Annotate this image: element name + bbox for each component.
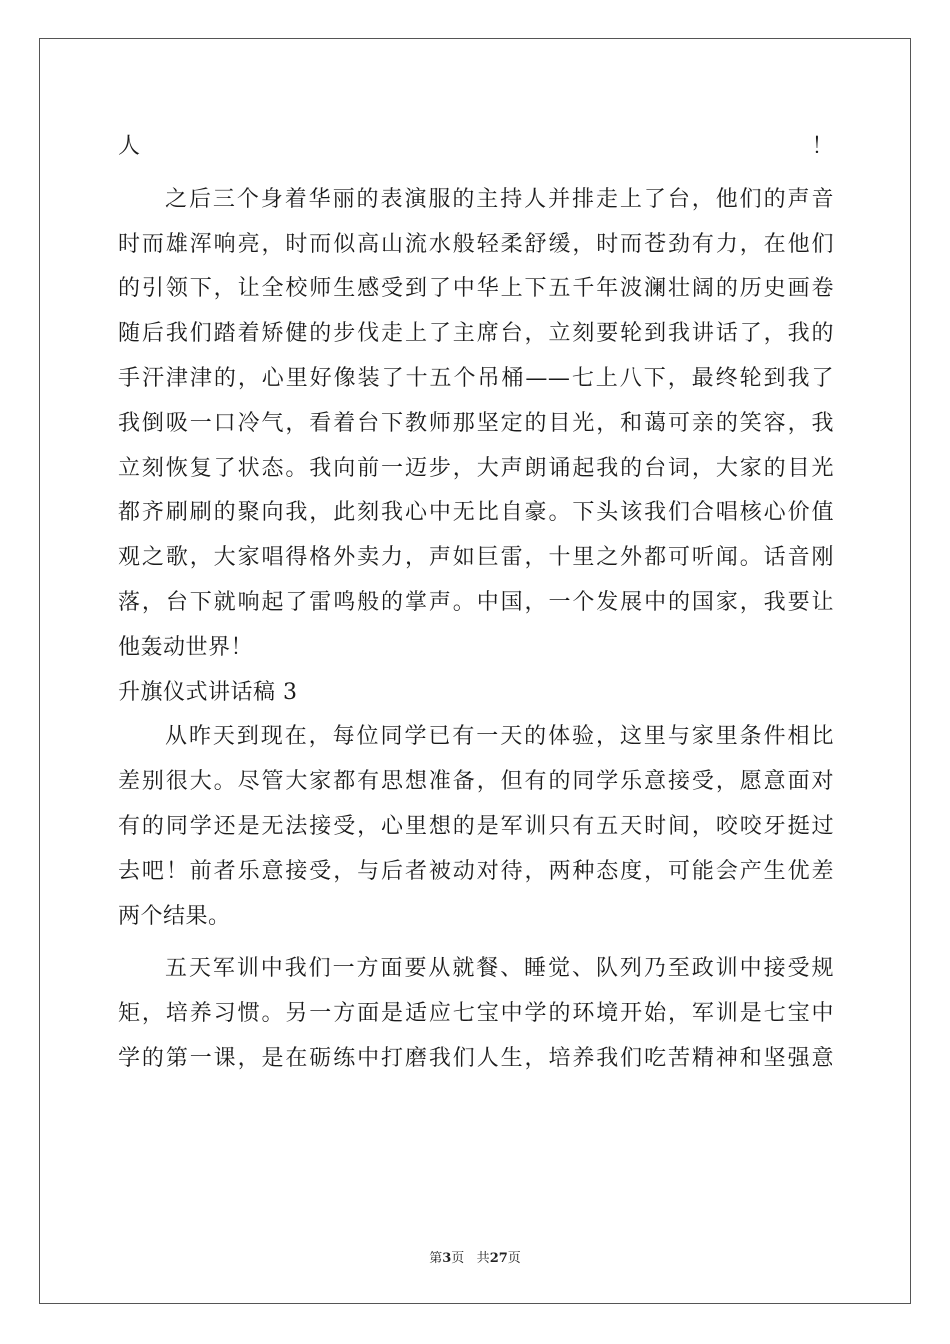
footer-page-word: 页 [451,1251,465,1266]
text-line: 学的第一课，是在砺练中打磨我们人生，培养我们吃苦精神和坚强意 [118,1045,834,1071]
footer-prefix: 第 [429,1251,443,1266]
text-line: 五天军训中我们一方面要从就餐、睡觉、队列乃至政训中接受规 [165,956,834,982]
text-line: 时而雄浑响亮，时而似高山流水般轻柔舒缓，时而苍劲有力，在他们 [118,231,834,257]
text-line: 之后三个身着华丽的表演服的主持人并排走上了台，他们的声音 [165,186,834,212]
text-line: 人！ [118,134,834,159]
footer-total-suffix: 页 [507,1251,521,1266]
document-body [118,125,834,1082]
text-line: 的引领下，让全校师生感受到了中华上下五千年波澜壮阔的历史画卷 [118,276,834,302]
text-line: 他轰动世界！ [118,634,254,660]
text-line: 两个结果。 [118,903,231,929]
text-line: 随后我们踏着矫健的步伐走上了主席台，立刻要轮到我讲话了，我的 [118,321,834,347]
footer-total-prefix: 共 [476,1251,490,1266]
text-line: 我倒吸一口冷气，看着台下教师那坚定的目光，和蔼可亲的笑容，我 [118,410,834,436]
current-page-number: 3 [442,1251,452,1266]
text-line: 从昨天到现在，每位同学已有一天的体验，这里与家里条件相比 [165,724,834,750]
text-line: 观之歌，大家唱得格外卖力，声如巨雷，十里之外都可听闻。话音刚 [118,545,834,571]
text-line: 落，台下就响起了雷鸣般的掌声。中国，一个发展中的国家，我要让 [118,589,834,615]
text-line: 手汗津津的，心里好像装了十五个吊桶——七上八下，最终轮到我了 [118,365,834,391]
paragraph-gap [118,939,834,947]
section-heading: 升旗仪式讲话稿 3 [118,679,298,705]
paragraph-gap [118,170,834,178]
text-line: 矩，培养习惯。另一方面是适应七宝中学的环境开始，军训是七宝中 [118,1001,834,1027]
text-line: 差别很大。尽管大家都有思想准备，但有的同学乐意接受，愿意面对 [118,769,834,795]
text-line: 有的同学还是无法接受，心里想的是军训只有五天时间，咬咬牙挺过 [118,813,834,839]
total-pages-number: 27 [489,1251,508,1266]
text-line: 去吧！前者乐意接受，与后者被动对待，两种态度，可能会产生优差 [118,858,834,884]
page-footer [0,1247,950,1266]
text-line: 立刻恢复了状态。我向前一迈步，大声朗诵起我的台词，大家的目光 [118,455,834,481]
text-line: 都齐刷刷的聚向我，此刻我心中无比自豪。下头该我们合唱核心价值 [118,500,834,526]
